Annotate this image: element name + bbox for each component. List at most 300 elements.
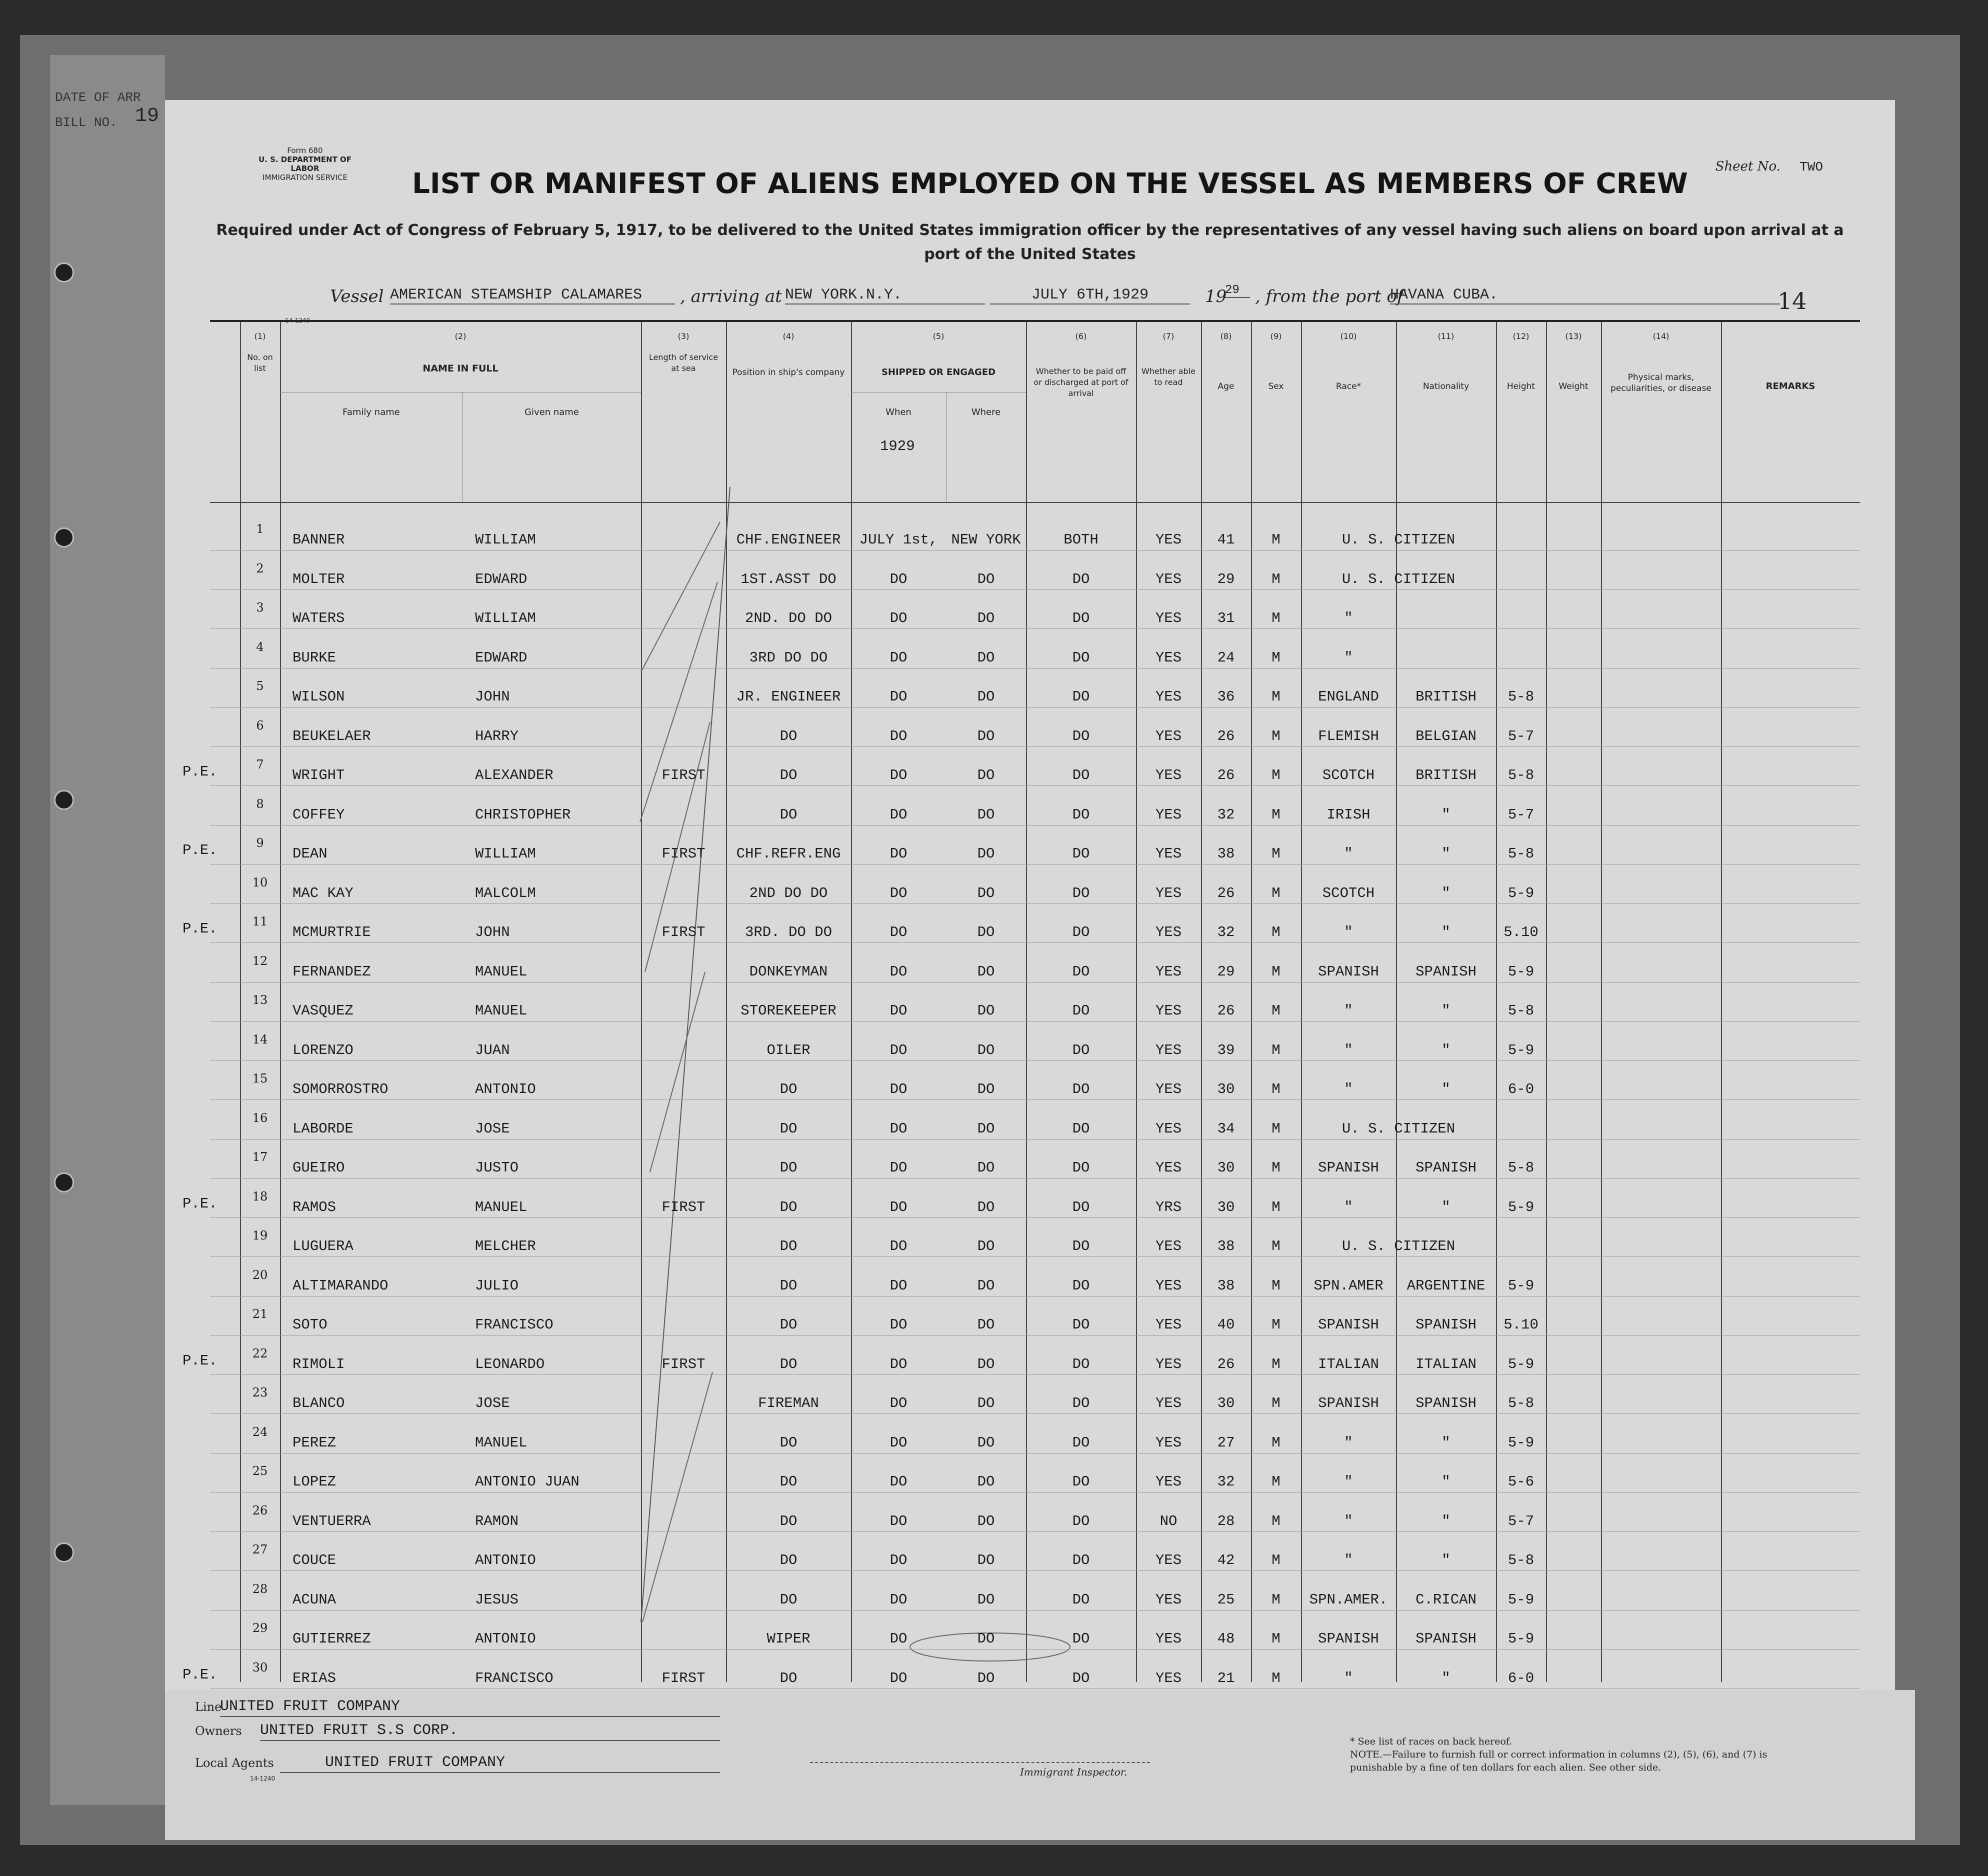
given-name: CHRISTOPHER <box>475 806 571 823</box>
shipped-when: DO <box>890 1591 908 1608</box>
row-number: 10 <box>252 875 268 890</box>
shipped-where: DO <box>977 963 995 980</box>
nationality: C.RICAN <box>1416 1591 1476 1608</box>
height: 5-8 <box>1508 688 1534 705</box>
header-col9-num: (9) <box>1270 332 1282 341</box>
position: 3RD. DO DO <box>744 924 832 940</box>
row-number: 30 <box>252 1660 268 1674</box>
able-to-read: YES <box>1155 688 1182 705</box>
height: 5-9 <box>1508 1434 1534 1451</box>
race: SPANISH <box>1318 963 1379 980</box>
race: U. S. CITIZEN <box>1342 532 1456 548</box>
sex: M <box>1272 1120 1280 1137</box>
header-col6-num: (6) <box>1075 332 1087 341</box>
able-to-read: YES <box>1155 924 1182 940</box>
race: " <box>1344 1198 1353 1216</box>
age: 48 <box>1217 1630 1235 1647</box>
header-col7: Whether able to read <box>1142 366 1196 387</box>
page-number: 14 <box>1778 288 1807 314</box>
sex: M <box>1272 924 1280 940</box>
shipped-where: DO <box>977 846 995 862</box>
binder-hole <box>54 1542 74 1562</box>
sex: M <box>1272 728 1280 744</box>
shipped-where: DO <box>977 884 995 902</box>
from-port: HAVANA CUBA. <box>1390 286 1780 304</box>
family-name: RAMOS <box>292 1198 336 1216</box>
age: 36 <box>1217 688 1235 705</box>
shipped-where: DO <box>977 1512 995 1530</box>
age: 39 <box>1217 1042 1235 1058</box>
table-row <box>210 1218 1860 1258</box>
year-note: 1929 <box>880 438 915 454</box>
nationality: " <box>1442 1474 1450 1490</box>
nationality: " <box>1442 1081 1450 1098</box>
row-rule <box>210 1335 1860 1336</box>
race: U. S. CITIZEN <box>1342 1238 1456 1254</box>
shipped-where: DO <box>977 1591 995 1608</box>
height: 6-0 <box>1508 1670 1534 1686</box>
nationality: " <box>1442 1198 1450 1216</box>
row-rule <box>210 707 1860 708</box>
age: 30 <box>1217 1395 1235 1412</box>
vessel-name: AMERICAN STEAMSHIP CALAMARES <box>390 286 675 304</box>
row-rule <box>210 825 1860 826</box>
position: DO <box>780 1198 798 1216</box>
header-col11-num: (11) <box>1438 332 1454 341</box>
position: DO <box>780 1120 798 1137</box>
inspector-label: Immigrant Inspector. <box>1020 1766 1128 1778</box>
position: WIPER <box>766 1630 810 1647</box>
form-code: 14-1240 <box>285 317 310 324</box>
age: 32 <box>1217 806 1235 823</box>
given-name: HARRY <box>475 728 519 744</box>
table-row <box>210 866 1860 904</box>
sex: M <box>1272 1002 1280 1019</box>
table-row <box>210 1140 1860 1179</box>
shipped-when: DO <box>890 1670 908 1686</box>
table-row <box>210 1532 1860 1572</box>
age: 29 <box>1217 963 1235 980</box>
row-rule <box>210 942 1860 943</box>
shipped-when: DO <box>890 806 908 823</box>
nationality: " <box>1442 884 1450 902</box>
shipped-when: DO <box>890 767 908 784</box>
header-col12-num: (12) <box>1512 332 1530 341</box>
age: 26 <box>1217 767 1235 784</box>
nationality: SPANISH <box>1416 1160 1476 1176</box>
family-name: LABORDE <box>292 1120 354 1137</box>
age: 41 <box>1217 532 1235 548</box>
nationality: SPANISH <box>1416 1395 1476 1412</box>
row-number: 29 <box>252 1621 268 1635</box>
family-name: COFFEY <box>292 806 345 823</box>
family-name: BEUKELAER <box>292 728 371 744</box>
row-rule <box>210 1021 1860 1022</box>
shipped-where: DO <box>977 806 995 823</box>
family-name: SOTO <box>292 1316 328 1333</box>
pe-margin-note: P.E. <box>182 1666 218 1683</box>
age: 27 <box>1217 1434 1235 1451</box>
shipped-where: DO <box>977 610 995 626</box>
shipped-where: DO <box>977 1316 995 1333</box>
from-label: , from the port of <box>1255 286 1404 306</box>
given-name: MANUEL <box>475 1434 528 1451</box>
row-number: 13 <box>252 993 268 1007</box>
header-family-name: Family name <box>342 407 400 418</box>
family-name: COUCE <box>292 1552 336 1568</box>
given-name: FRANCISCO <box>475 1670 554 1686</box>
given-name: RAMON <box>475 1512 519 1530</box>
header-col11: Nationality <box>1422 382 1470 392</box>
row-rule <box>210 1256 1860 1257</box>
paid-off: DO <box>1072 963 1090 980</box>
shipped-where: NEW YORK <box>951 532 1021 548</box>
service-length: FIRST <box>662 1356 706 1372</box>
form-number: Form 680 <box>287 146 323 155</box>
sheet-value: TWO <box>1800 160 1823 174</box>
able-to-read: YES <box>1155 1591 1182 1608</box>
age: 25 <box>1217 1591 1235 1608</box>
shipped-where: DO <box>977 688 995 705</box>
shipped-when: DO <box>890 1434 908 1451</box>
row-number: 25 <box>252 1464 268 1478</box>
header-col7-num: (7) <box>1162 332 1174 341</box>
shipped-when: DO <box>890 1002 908 1019</box>
paid-off: DO <box>1072 1356 1090 1372</box>
sex: M <box>1272 767 1280 784</box>
height: 5.10 <box>1504 1316 1538 1333</box>
age: 30 <box>1217 1160 1235 1176</box>
position: CHF.ENGINEER <box>736 532 841 548</box>
shipped-when: DO <box>890 1512 908 1530</box>
able-to-read: NO <box>1160 1512 1178 1530</box>
row-number: 22 <box>252 1346 268 1360</box>
race: ITALIAN <box>1318 1356 1379 1372</box>
shipped-when: JULY 1st, <box>859 532 938 548</box>
position: 2ND. DO DO <box>744 610 832 626</box>
shipped-where: DO <box>977 649 995 666</box>
nationality: " <box>1442 924 1450 940</box>
sex: M <box>1272 1474 1280 1490</box>
position: DO <box>780 1238 798 1254</box>
row-number: 16 <box>252 1110 268 1125</box>
crew-table <box>210 320 1860 1686</box>
binder-hole <box>54 262 74 282</box>
race: U. S. CITIZEN <box>1342 1120 1456 1137</box>
form-department: U. S. DEPARTMENT OF LABOR <box>258 155 352 173</box>
vessel-line <box>330 286 1855 312</box>
shipped-when: DO <box>890 570 908 588</box>
sex: M <box>1272 1591 1280 1608</box>
race: " <box>1344 649 1353 666</box>
able-to-read: YES <box>1155 570 1182 588</box>
position: DO <box>780 728 798 744</box>
footer-owners-value: UNITED FRUIT S.S CORP. <box>260 1722 458 1739</box>
height: 5-9 <box>1508 963 1534 980</box>
able-to-read: YES <box>1155 1630 1182 1647</box>
position: DO <box>780 1160 798 1176</box>
sex: M <box>1272 649 1280 666</box>
given-name: JOHN <box>475 924 510 940</box>
shipped-when: DO <box>890 1316 908 1333</box>
footer-rule <box>260 1740 720 1741</box>
paid-off: DO <box>1072 1316 1090 1333</box>
position: DO <box>780 1670 798 1686</box>
row-number: 23 <box>252 1386 268 1400</box>
family-name: MOLTER <box>292 570 345 588</box>
able-to-read: YES <box>1155 1081 1182 1098</box>
form-service: IMMIGRATION SERVICE <box>262 173 348 182</box>
family-name: LOPEZ <box>292 1474 336 1490</box>
able-to-read: YES <box>1155 1277 1182 1294</box>
row-number: 5 <box>256 679 264 693</box>
pe-margin-note: P.E. <box>182 1352 218 1369</box>
age: 28 <box>1217 1512 1235 1530</box>
family-name: RIMOLI <box>292 1356 345 1372</box>
position: 2ND DO DO <box>749 884 828 902</box>
table-row <box>210 1611 1860 1650</box>
age: 38 <box>1217 1238 1235 1254</box>
footer-note <box>1350 1735 1800 1774</box>
header-col4: Position in ship's company <box>732 368 845 378</box>
able-to-read: YES <box>1155 1552 1182 1568</box>
nationality: " <box>1442 1042 1450 1058</box>
header-col10-num: (10) <box>1340 332 1357 341</box>
shipped-when: DO <box>890 924 908 940</box>
age: 32 <box>1217 924 1235 940</box>
table-row <box>210 1022 1860 1062</box>
shipped-where: DO <box>977 1042 995 1058</box>
binder-hole <box>54 790 74 810</box>
note-races: * See list of races on back hereof. <box>1350 1736 1512 1747</box>
row-number: 15 <box>252 1072 268 1086</box>
paid-off: DO <box>1072 1120 1090 1137</box>
table-row <box>210 983 1860 1022</box>
paid-off: DO <box>1072 1198 1090 1216</box>
shipped-where: DO <box>977 1238 995 1254</box>
table-row <box>210 1454 1860 1493</box>
given-name: MELCHER <box>475 1238 536 1254</box>
table-row <box>210 1258 1860 1297</box>
family-name: VASQUEZ <box>292 1002 354 1019</box>
header-col13-num: (13) <box>1565 332 1582 341</box>
table-row <box>210 1650 1860 1690</box>
sex: M <box>1272 1630 1280 1647</box>
race: " <box>1344 610 1353 626</box>
paid-off: DO <box>1072 1434 1090 1451</box>
shipped-where: DO <box>977 1160 995 1176</box>
shipped-where: DO <box>977 1277 995 1294</box>
shipped-when: DO <box>890 1395 908 1412</box>
height: 5-8 <box>1508 1160 1534 1176</box>
shipped-when: DO <box>890 1630 908 1647</box>
header-col10: Race* <box>1336 382 1362 392</box>
nationality: " <box>1442 1512 1450 1530</box>
shipped-where: DO <box>977 1395 995 1412</box>
vessel-label: Vessel <box>330 286 384 306</box>
pe-margin-note: P.E. <box>182 1195 218 1212</box>
header-col14: Physical marks, peculiarities, or disease <box>1610 372 1712 394</box>
folder-edge <box>50 55 165 1805</box>
pe-margin-note: P.E. <box>182 842 218 858</box>
family-name: ACUNA <box>292 1591 336 1608</box>
position: DO <box>780 1552 798 1568</box>
age: 26 <box>1217 884 1235 902</box>
family-name: BANNER <box>292 532 345 548</box>
given-name: JESUS <box>475 1591 519 1608</box>
arriving-label: , arriving at <box>680 286 782 306</box>
paid-off: DO <box>1072 649 1090 666</box>
shipped-when: DO <box>890 846 908 862</box>
paid-off: DO <box>1072 846 1090 862</box>
position: DO <box>780 767 798 784</box>
table-row <box>210 708 1860 748</box>
paid-off: DO <box>1072 1670 1090 1686</box>
position: 1ST.ASST DO <box>740 570 836 588</box>
able-to-read: YES <box>1155 1160 1182 1176</box>
shipped-when: DO <box>890 1198 908 1216</box>
given-name: JUAN <box>475 1042 510 1058</box>
race: " <box>1344 1552 1353 1568</box>
race: SCOTCH <box>1322 884 1375 902</box>
sex: M <box>1272 1238 1280 1254</box>
header-col9: Sex <box>1268 382 1284 392</box>
given-name: JOSE <box>475 1395 510 1412</box>
header-col14-num: (14) <box>1652 332 1670 341</box>
corner-bill-label: BILL NO. <box>55 115 118 130</box>
position: OILER <box>766 1042 810 1058</box>
race: SPN.AMER. <box>1309 1591 1388 1608</box>
header-col5: SHIPPED OR ENGAGED <box>881 367 996 378</box>
row-number: 11 <box>252 914 268 928</box>
able-to-read: YES <box>1155 884 1182 902</box>
table-row <box>210 1572 1860 1611</box>
table-row <box>210 1336 1860 1376</box>
service-length: FIRST <box>662 767 706 784</box>
sex: M <box>1272 1552 1280 1568</box>
row-number: 12 <box>252 954 268 968</box>
age: 21 <box>1217 1670 1235 1686</box>
row-rule <box>210 628 1860 629</box>
race: " <box>1344 846 1353 862</box>
position: DO <box>780 1512 798 1530</box>
height: 5-9 <box>1508 1198 1534 1216</box>
binder-hole <box>54 1172 74 1192</box>
sex: M <box>1272 532 1280 548</box>
age: 26 <box>1217 728 1235 744</box>
row-rule <box>210 1688 1860 1689</box>
given-name: JOSE <box>475 1120 510 1137</box>
position: JR. ENGINEER <box>736 688 841 705</box>
family-name: BURKE <box>292 649 336 666</box>
pe-margin-note: P.E. <box>182 920 218 937</box>
height: 5-7 <box>1508 1512 1534 1530</box>
service-length: FIRST <box>662 1198 706 1216</box>
footer-agents-label: Local Agents <box>195 1756 274 1770</box>
shipped-when: DO <box>890 610 908 626</box>
paid-off: DO <box>1072 1630 1090 1647</box>
sex: M <box>1272 610 1280 626</box>
race: IRISH <box>1326 806 1370 823</box>
age: 40 <box>1217 1316 1235 1333</box>
row-number: 8 <box>256 796 264 811</box>
able-to-read: YES <box>1155 1042 1182 1058</box>
header-col5-num: (5) <box>932 332 944 341</box>
able-to-read: YES <box>1155 1120 1182 1137</box>
paid-off: DO <box>1072 1277 1090 1294</box>
sex: M <box>1272 806 1280 823</box>
corner-date-label: DATE OF ARR <box>55 90 141 105</box>
family-name: PEREZ <box>292 1434 336 1451</box>
sex: M <box>1272 963 1280 980</box>
row-number: 19 <box>252 1228 268 1242</box>
race: " <box>1344 1670 1353 1686</box>
header-where: Where <box>971 407 1001 418</box>
arrival-date: JULY 6TH,1929 <box>990 286 1190 304</box>
sex: M <box>1272 1434 1280 1451</box>
given-name: MANUEL <box>475 1002 528 1019</box>
height: 5-9 <box>1508 1591 1534 1608</box>
binder-hole <box>54 528 74 548</box>
family-name: WILSON <box>292 688 345 705</box>
race: " <box>1344 924 1353 940</box>
header-col2-num: (2) <box>454 332 466 341</box>
given-name: MANUEL <box>475 963 528 980</box>
paid-off: DO <box>1072 924 1090 940</box>
table-row <box>210 669 1860 708</box>
shipped-where: DO <box>977 924 995 940</box>
height: 5-8 <box>1508 767 1534 784</box>
given-name: WILLIAM <box>475 532 536 548</box>
nationality: " <box>1442 1670 1450 1686</box>
row-number: 24 <box>252 1424 268 1439</box>
sex: M <box>1272 570 1280 588</box>
shipped-when: DO <box>890 1160 908 1176</box>
family-name: FERNANDEZ <box>292 963 371 980</box>
height: 5.10 <box>1504 924 1538 940</box>
row-rule <box>210 1453 1860 1454</box>
race: SPANISH <box>1318 1316 1379 1333</box>
footer-line-label: Line <box>195 1700 222 1714</box>
document-title: LIST OR MANIFEST OF ALIENS EMPLOYED ON THE VESSEL AS MEMBERS OF CREW <box>412 168 1688 200</box>
footer-rule <box>220 1716 720 1717</box>
shipped-when: DO <box>890 649 908 666</box>
paid-off: DO <box>1072 1395 1090 1412</box>
height: 5-9 <box>1508 884 1534 902</box>
race: SPN.AMER <box>1314 1277 1384 1294</box>
sex: M <box>1272 1081 1280 1098</box>
position: STOREKEEPER <box>740 1002 836 1019</box>
nationality: BRITISH <box>1416 688 1476 705</box>
family-name: ALTIMARANDO <box>292 1277 388 1294</box>
height: 5-7 <box>1508 728 1534 744</box>
footer-agents-value: UNITED FRUIT COMPANY <box>325 1754 506 1771</box>
nationality: ARGENTINE <box>1406 1277 1486 1294</box>
header-col3: Length of service at sea <box>648 352 718 373</box>
shipped-where: DO <box>977 1002 995 1019</box>
able-to-read: YES <box>1155 963 1182 980</box>
nationality: BELGIAN <box>1416 728 1476 744</box>
age: 34 <box>1217 1120 1235 1137</box>
shipped-when: DO <box>890 1356 908 1372</box>
shipped-when: DO <box>890 1120 908 1137</box>
shipped-when: DO <box>890 1042 908 1058</box>
able-to-read: YES <box>1155 1434 1182 1451</box>
race: ENGLAND <box>1318 688 1379 705</box>
service-length: FIRST <box>662 924 706 940</box>
position: DO <box>780 1591 798 1608</box>
age: 30 <box>1217 1198 1235 1216</box>
